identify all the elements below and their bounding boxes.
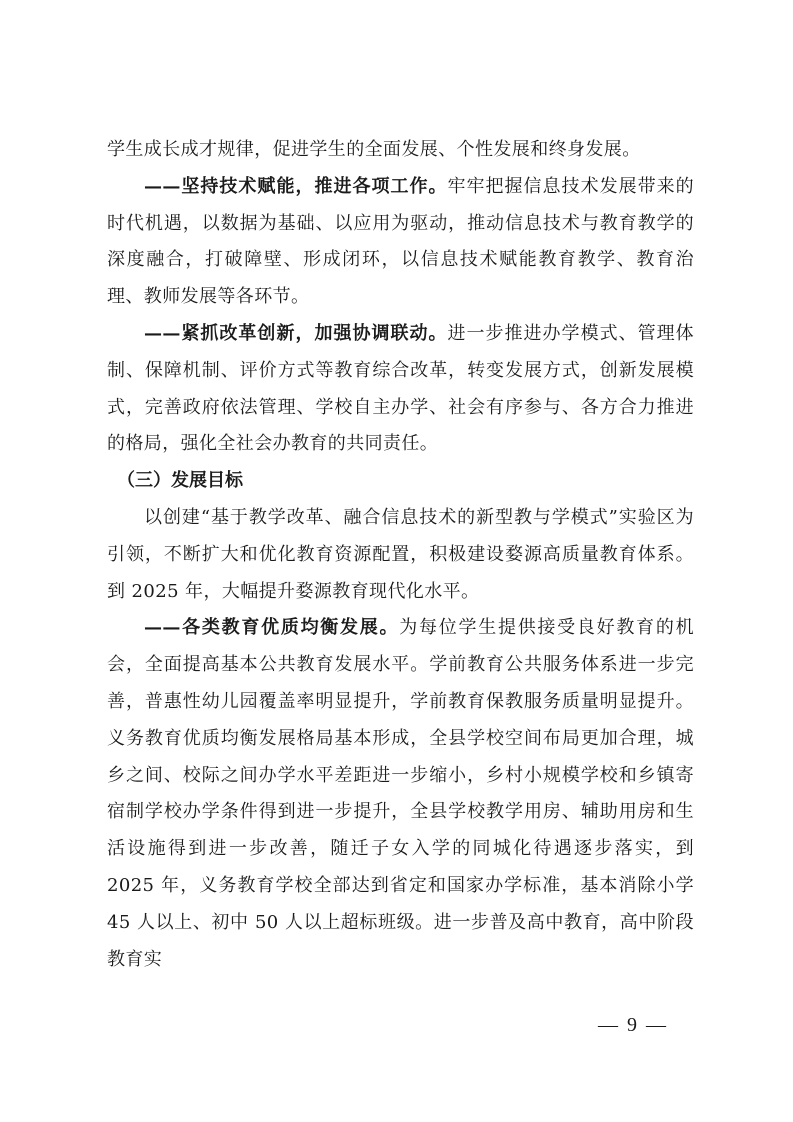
- goal-heading: ——各类教育优质均衡发展。: [144, 617, 400, 639]
- paragraph-principle-reform: [107, 316, 694, 463]
- principle-heading: ——坚持技术赋能，推进各项工作。: [144, 175, 448, 197]
- section-heading: （三）发展目标: [117, 470, 243, 492]
- paragraph-text: 为每位学生提供接受良好教育的机会，全面提高基本公共教育发展水平。学前教育公共服务体系进一步完善，普惠性幼儿园覆盖率明显提升，学前教育保教服务质量明显提升。义务教育优质均衡发展格局基本形成，全县学校空间布局更加合理，城乡之间、校际之间办学水平差距进一步缩小，乡村小规模学校和乡镇寄宿制学校办学条件得到进一步提升，全县学校教学用房、辅助用房和生活设施得到进一步改善，随迁子女入学的同城化待遇逐步落实，到 2025 年，义务教育学校全部达到省定和国家办学标准，基本消除小学 45 人以上、初中 50 人以上超标班级。进一步普及高中教育，高中阶段教育实: [107, 617, 695, 970]
- principle-heading: ——紧抓改革创新，加强协调联动。: [144, 322, 448, 344]
- paragraph-goals-intro: 以创建“基于教学改革、融合信息技术的新型教与学模式”实验区为引领，不断扩大和优化教育资源配置，积极建设婺源高质量教育体系。到 2025 年，大幅提升婺源教育现代化水平。: [107, 506, 694, 602]
- paragraph-text: 牢牢把握信息技术发展带来的时代机遇，以数据为基础、以应用为驱动，推动信息技术与教育教学的深度融合，打破障壁、形成闭环，以信息技术赋能教育教学、教育治理、教师发展等各环节。: [107, 175, 694, 308]
- paragraph-text: 学生成长成才规律，促进学生的全面发展、个性发展和终身发展。: [107, 139, 641, 160]
- page-number: — 9 —: [598, 1014, 668, 1036]
- paragraph-continuation: [107, 132, 694, 169]
- document-body: [107, 132, 694, 978]
- paragraph-goal-balanced-development: [107, 610, 694, 978]
- paragraph-text: 进一步推进办学模式、管理体制、保障机制、评价方式等教育综合改革，转变发展方式，创新发展模式，完善政府依法管理、学校自主办学、社会有序参与、各方合力推进的格局，强化全社会办教育的共同责任。: [107, 322, 694, 455]
- paragraph-principle-technology: [107, 169, 694, 316]
